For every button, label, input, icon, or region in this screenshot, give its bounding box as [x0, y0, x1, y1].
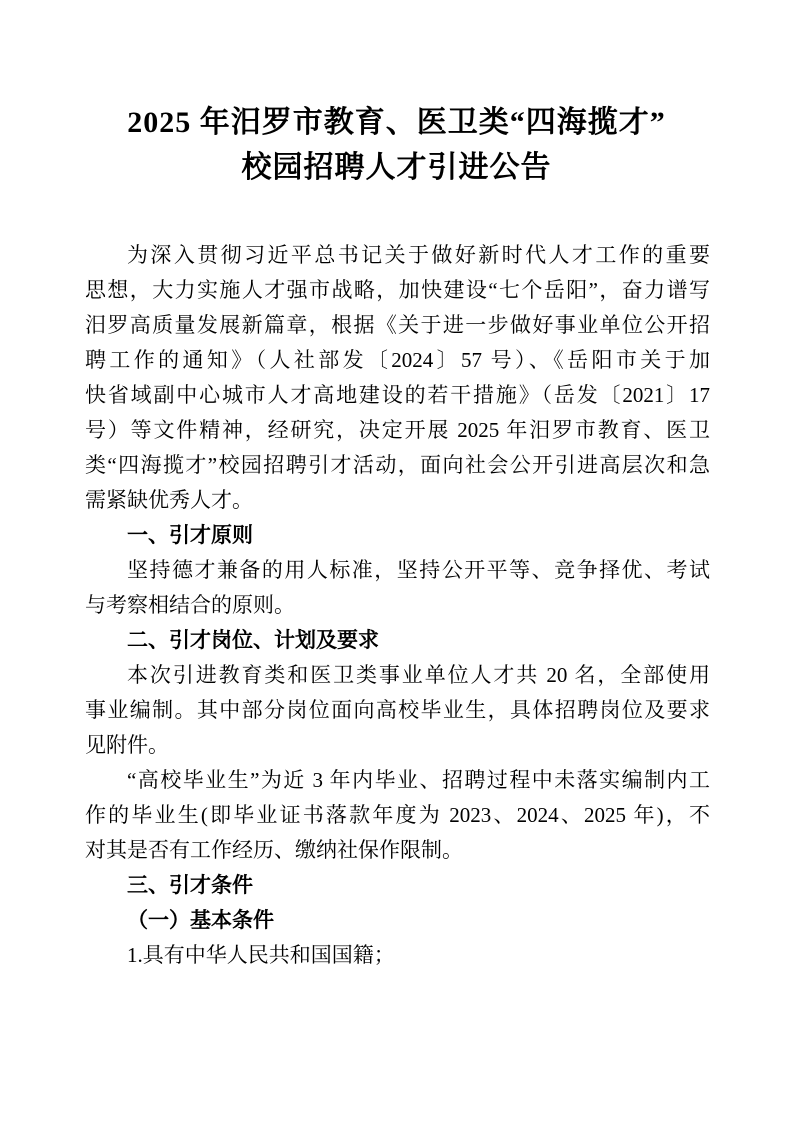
paragraph [85, 658, 710, 763]
document-title-line-2: 校园招聘人才引进公告 [241, 151, 552, 184]
paragraph-line: 事业编制。其中部分岗位面向高校毕业生，具体招聘岗位及要求 [85, 698, 710, 722]
paragraph-line: 需紧缺优秀人才。 [85, 488, 253, 512]
document-title [0, 0, 793, 190]
paragraph-line: 对其是否有工作经历、缴纳社保作限制。 [85, 838, 463, 862]
document-body [85, 238, 710, 973]
paragraph-line: 号）等文件精神，经研究，决定开展 2025 年汨罗市教育、医卫 [85, 418, 710, 442]
paragraph-line: 与考察相结合的原则。 [85, 593, 295, 617]
section-heading: 一、引才原则 [127, 524, 253, 547]
paragraph [85, 553, 710, 623]
paragraph [85, 763, 710, 868]
paragraph-line: 作的毕业生(即毕业证书落款年度为 2023、2024、2025 年)，不 [85, 803, 710, 827]
paragraph-line: 为深入贯彻习近平总书记关于做好新时代人才工作的重要 [127, 243, 710, 267]
section-heading: 三、引才条件 [127, 874, 253, 897]
paragraph [85, 238, 710, 518]
paragraph-line: 类“四海揽才”校园招聘引才活动，面向社会公开引进高层次和急 [85, 453, 710, 477]
paragraph-line: 本次引进教育类和医卫类事业单位人才共 20 名，全部使用 [127, 663, 710, 687]
paragraph-line: 见附件。 [85, 733, 169, 757]
numbered-item: 1.具有中华人民共和国国籍； [127, 943, 395, 967]
document-title-line-1: 2025 年汨罗市教育、医卫类“四海揽才” [127, 106, 666, 139]
paragraph-line: 坚持德才兼备的用人标准，坚持公开平等、竞争择优、考试 [127, 558, 710, 582]
paragraph-line: 思想，大力实施人才强市战略，加快建设“七个岳阳”，奋力谱写 [85, 278, 710, 302]
paragraph-line: 聘工作的通知》（人社部发〔2024〕57 号）、《岳阳市关于加 [85, 348, 710, 372]
paragraph-line: 汨罗高质量发展新篇章，根据《关于进一步做好事业单位公开招 [85, 313, 710, 337]
paragraph-line: “高校毕业生”为近 3 年内毕业、招聘过程中未落实编制内工 [127, 768, 710, 792]
section-heading: 二、引才岗位、计划及要求 [127, 629, 379, 652]
paragraph-line: 快省域副中心城市人才高地建设的若干措施》（岳发〔2021〕17 [85, 383, 710, 407]
subsection-heading: （一）基本条件 [127, 908, 274, 932]
